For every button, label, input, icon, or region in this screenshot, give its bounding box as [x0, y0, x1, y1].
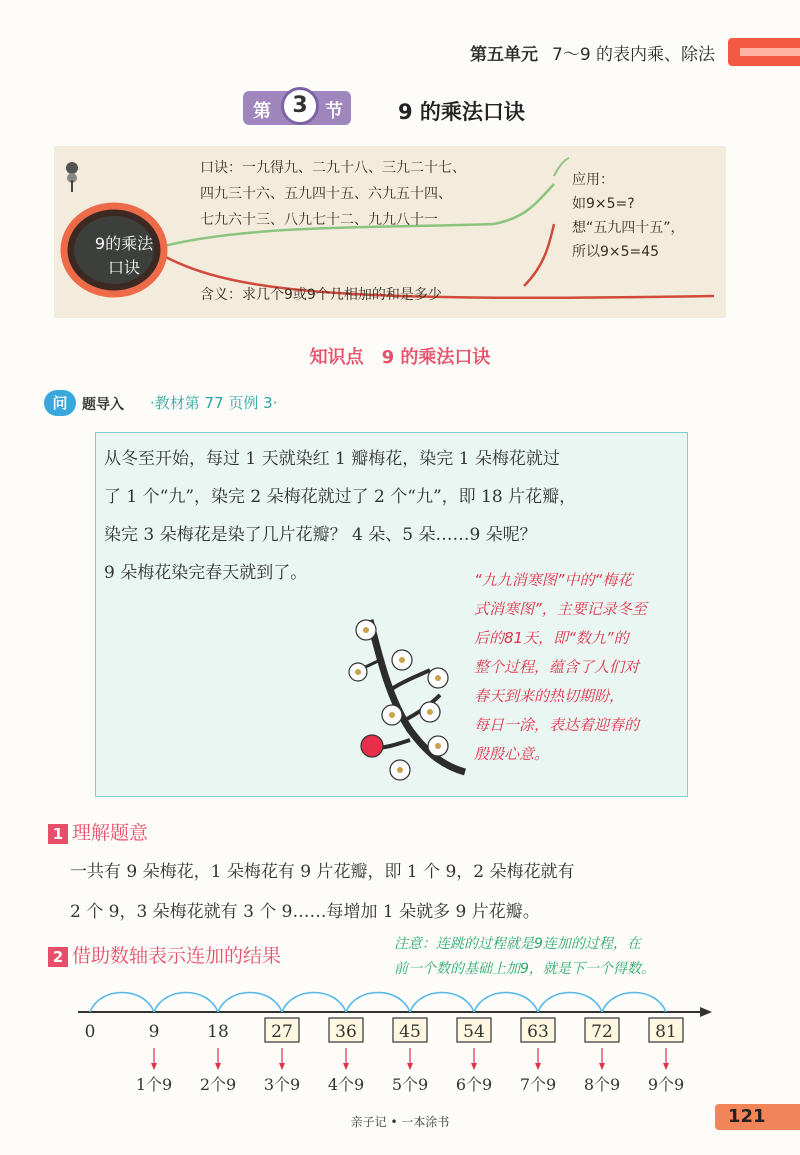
- step-1-heading: [48, 818, 148, 845]
- step-2-number: 2: [48, 947, 68, 967]
- count-label: 1个9: [135, 1075, 173, 1094]
- formula-line: 七九六十三、八九七十二、九九八十一: [200, 212, 438, 228]
- count-label: 7个9: [519, 1075, 557, 1094]
- count-label: 5个9: [391, 1075, 429, 1094]
- story-line: 从冬至开始，每过 1 天就染红 1 瓣梅花，染完 1 朵梅花就过: [104, 449, 560, 469]
- story-line: 了 1 个“九”，染完 2 朵梅花就过了 2 个“九”，即 18 片花瓣，: [104, 487, 577, 507]
- step-2-title: 借助数轴表示连加的结果: [72, 945, 282, 967]
- boxed-tick-label: 27: [271, 1022, 293, 1042]
- step-2-note: [394, 932, 774, 982]
- count-label: 6个9: [455, 1075, 493, 1094]
- application-line: 想“五九四十五”，: [572, 220, 685, 236]
- note-line: 式消寒图”，主要记录冬至: [474, 600, 647, 618]
- number-line: [0, 976, 800, 1096]
- unit-title: 7～9 的表内乘、除法: [552, 45, 716, 65]
- down-arrow-head: [151, 1063, 157, 1070]
- boxed-tick-label: 45: [399, 1022, 421, 1042]
- boxed-tick-label: 54: [463, 1022, 485, 1042]
- page-number: 121: [728, 1106, 766, 1127]
- step-2-note-line: 前一个数的基础上加9，就是下一个得数。: [394, 961, 655, 977]
- jump-arc: [474, 993, 538, 1013]
- boxed-tick-label: 81: [655, 1022, 677, 1042]
- jump-arc: [218, 993, 282, 1013]
- section-suffix: 节: [325, 101, 343, 122]
- tick-label: 18: [207, 1022, 229, 1042]
- down-arrow-head: [471, 1063, 477, 1070]
- note-line: 每日一涂，表达着迎春的: [474, 716, 640, 734]
- section-number: 3: [281, 87, 319, 125]
- boxed-tick-label: 36: [335, 1022, 357, 1042]
- application-line: 如9×5=?: [572, 196, 635, 212]
- boxed-tick-label: 72: [591, 1022, 613, 1042]
- intro-badge: 问: [44, 390, 76, 416]
- jump-arc: [90, 993, 154, 1013]
- jump-arc: [538, 993, 602, 1013]
- jump-arc: [346, 993, 410, 1013]
- application-line: 所以9×5=45: [572, 244, 660, 260]
- down-arrow-head: [599, 1063, 605, 1070]
- step-2-note-line: 注意：连跳的过程就是9连加的过程，在: [394, 936, 641, 952]
- mind-map-center-line1: 9的乘法: [94, 234, 154, 253]
- tick-label: 0: [84, 1022, 96, 1042]
- story-line: 9 朵梅花染完春天就到了。: [104, 563, 308, 583]
- mind-map-center-line2: 口诀: [107, 258, 140, 277]
- formula-block: [200, 155, 466, 233]
- unit-label: 第五单元: [470, 45, 538, 65]
- count-label: 9个9: [647, 1075, 685, 1094]
- section-prefix: 第: [253, 101, 271, 122]
- section-badge: [243, 91, 351, 125]
- step-1-number: 1: [48, 824, 68, 844]
- step-2-heading: [48, 941, 281, 968]
- note-line: 后的81天，即“数九”的: [474, 629, 629, 647]
- step-1-line: 一共有 9 朵梅花，1 朵梅花有 9 片花瓣，即 1 个 9，2 朵梅花就有: [70, 862, 575, 882]
- plum-blossom-illustration: [330, 600, 470, 790]
- formula-line: 四九三十六、五九四十五、六九五十四、: [200, 186, 452, 202]
- count-label: 8个9: [583, 1075, 621, 1094]
- down-arrow-head: [215, 1063, 221, 1070]
- down-arrow-head: [279, 1063, 285, 1070]
- mind-map-center: [82, 232, 166, 280]
- down-arrow-head: [343, 1063, 349, 1070]
- count-label: 2个9: [199, 1075, 237, 1094]
- application-line: 应用：: [572, 172, 614, 188]
- count-label: 4个9: [327, 1075, 365, 1094]
- boxed-tick-label: 63: [527, 1022, 549, 1042]
- knowledge-point-title: 知识点 9 的乘法口诀: [309, 347, 491, 368]
- down-arrow-head: [535, 1063, 541, 1070]
- jump-arc: [602, 993, 666, 1013]
- note-line: 殷殷心意。: [474, 745, 550, 763]
- note-line: 整个过程，蕴含了人们对: [474, 658, 640, 676]
- meaning-text: 含义：求几个9或9个几相加的和是多少: [200, 287, 442, 303]
- jump-arc: [410, 993, 474, 1013]
- axis-arrowhead: [700, 1007, 712, 1017]
- jump-arc: [154, 993, 218, 1013]
- down-arrow-head: [407, 1063, 413, 1070]
- application-block: [572, 168, 685, 264]
- handwritten-note: [474, 566, 686, 769]
- count-label: 3个9: [263, 1075, 301, 1094]
- section-title: 9 的乘法口诀: [398, 100, 525, 124]
- formula-line: 口诀：一九得九、二九十八、三九二十七、: [200, 160, 466, 176]
- note-line: 春天到来的热切期盼，: [474, 687, 625, 705]
- pushpin-icon: [64, 160, 80, 194]
- story-line: 染完 3 朵梅花是染了几片花瓣？ 4 朵、5 朵……9 朵呢？: [104, 525, 537, 545]
- intro-label: 题导入: [82, 397, 124, 413]
- unit-heading: [470, 40, 715, 65]
- tick-label: 9: [148, 1022, 160, 1042]
- jump-arc: [282, 993, 346, 1013]
- note-line: “九九消寒图”中的“梅花: [474, 571, 633, 589]
- textbook-reference: ·教材第 77 页例 3·: [150, 394, 278, 412]
- down-arrow-head: [663, 1063, 669, 1070]
- step-1-text: [70, 852, 730, 932]
- header-tab-stripe: [740, 48, 800, 56]
- footer-text: 亲子记 • 一本涂书: [350, 1115, 450, 1129]
- step-1-title: 理解题意: [72, 822, 149, 844]
- step-1-line: 2 个 9，3 朵梅花就有 3 个 9……每增加 1 朵就多 9 片花瓣。: [70, 902, 540, 922]
